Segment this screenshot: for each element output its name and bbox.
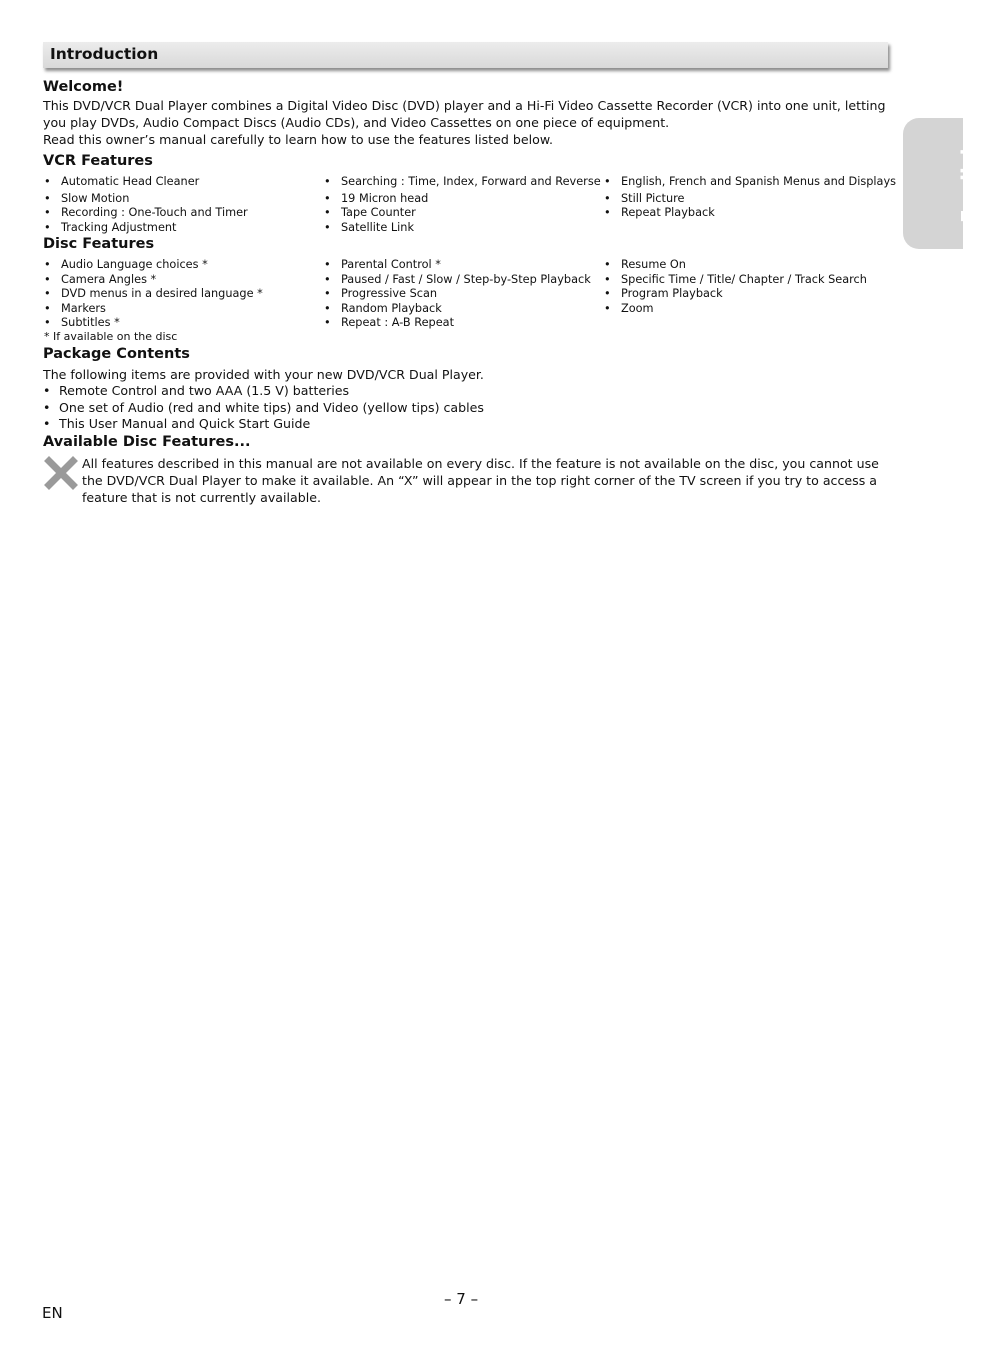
package-contents-intro: The following items are provided with your new DVD/VCR Dual Player. <box>43 367 484 382</box>
welcome-line-3: Read this owner’s manual carefully to learn how to use the features listed below. <box>43 132 553 147</box>
vcr-features-column-1 <box>43 175 248 235</box>
available-features-heading: Available Disc Features... <box>43 434 251 450</box>
x-icon <box>45 458 77 488</box>
list-item: • Repeat : A-B Repeat <box>323 316 591 331</box>
welcome-paragraph <box>43 97 888 148</box>
language-tab-label: English <box>957 140 981 224</box>
list-item: • Tape Counter <box>323 206 601 221</box>
vcr-features-column-2 <box>323 175 601 235</box>
list-item: • English, French and Spanish Menus and Displays <box>603 175 896 190</box>
list-item: • Remote Control and two AAA (1.5 V) batteries <box>43 383 484 400</box>
page-number: – 7 – <box>444 1290 479 1308</box>
list-item: • Tracking Adjustment <box>43 221 248 236</box>
list-item: • Random Playback <box>323 302 591 317</box>
section-title: Introduction <box>50 45 159 63</box>
list-item: • Audio Language choices * <box>43 258 263 273</box>
welcome-line-1: This DVD/VCR Dual Player combines a Digital Video Disc (DVD) player and a Hi-Fi Video Cassette Recorder (VCR) into one unit, letting <box>43 98 886 113</box>
disc-features-column-1 <box>43 258 263 331</box>
list-item: • Still Picture <box>603 192 896 207</box>
list-item: • 19 Micron head <box>323 192 601 207</box>
list-item: • Parental Control * <box>323 258 591 273</box>
list-item: • Paused / Fast / Slow / Step-by-Step Playback <box>323 273 591 288</box>
vcr-features-column-3 <box>603 175 896 221</box>
disc-features-column-3 <box>603 258 867 316</box>
list-item: • Subtitles * <box>43 316 263 331</box>
welcome-heading: Welcome! <box>43 79 124 95</box>
list-item: • Markers <box>43 302 263 317</box>
language-side-tab <box>903 118 981 249</box>
list-item: • Searching : Time, Index, Forward and Reverse <box>323 175 601 190</box>
list-item: • Specific Time / Title/ Chapter / Track Search <box>603 273 867 288</box>
package-contents-heading: Package Contents <box>43 346 190 362</box>
vcr-features-heading: VCR Features <box>43 153 153 169</box>
disc-features-heading: Disc Features <box>43 236 155 252</box>
list-item: • One set of Audio (red and white tips) and Video (yellow tips) cables <box>43 400 484 417</box>
list-item: • Satellite Link <box>323 221 601 236</box>
list-item: • Zoom <box>603 302 867 317</box>
list-item: • Automatic Head Cleaner <box>43 175 248 190</box>
welcome-line-2: you play DVDs, Audio Compact Discs (Audio CDs), and Video Cassettes on one piece of equipment. <box>43 115 670 130</box>
list-item: • Progressive Scan <box>323 287 591 302</box>
package-contents-list <box>43 383 484 433</box>
list-item: • Recording : One-Touch and Timer <box>43 206 248 221</box>
disc-availability-note: * If available on the disc <box>44 330 178 343</box>
list-item: • Resume On <box>603 258 867 273</box>
section-header-bar <box>43 42 888 68</box>
list-item: • DVD menus in a desired language * <box>43 287 263 302</box>
list-item: • Slow Motion <box>43 192 248 207</box>
available-features-text: All features described in this manual are not available on every disc. If the feature is not available on the disc, you cannot use the DVD/VCR Dual Player to make it available. An “X” will appear in the top right corner of the TV screen if you try to access a feature that is not currently available. <box>82 456 879 505</box>
list-item: • Camera Angles * <box>43 273 263 288</box>
disc-features-column-2 <box>323 258 591 331</box>
language-code: EN <box>42 1304 63 1322</box>
list-item: • Program Playback <box>603 287 867 302</box>
list-item: • Repeat Playback <box>603 206 896 221</box>
list-item: • This User Manual and Quick Start Guide <box>43 416 484 433</box>
